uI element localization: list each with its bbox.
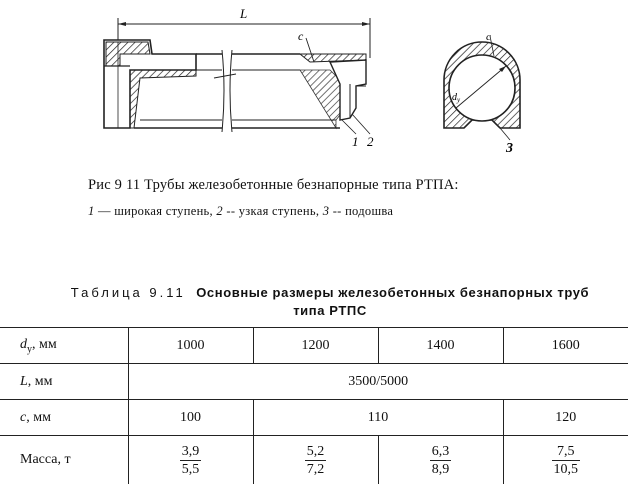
table-heading-line1: Основные размеры железобетонных безнапорных труб	[196, 285, 589, 300]
row-header-dy: $d_у$, мм	[0, 328, 128, 364]
pipe-side-view	[104, 6, 374, 149]
cell-dy-1: 1000	[128, 328, 253, 364]
row-header-l: L, мм	[0, 364, 128, 400]
callout-3: 3	[505, 141, 513, 156]
table-number: Таблица 9.11	[71, 285, 186, 300]
cell-c-3: 120	[503, 400, 628, 436]
figure-caption	[88, 176, 548, 220]
table-title	[40, 284, 620, 320]
cell-c-1: 100	[128, 400, 253, 436]
cell-dy-4: 1600	[503, 328, 628, 364]
cell-mass-2: $\frac{5,2}{7,2}$	[253, 436, 378, 484]
dimensions-table	[0, 327, 628, 484]
caption-legend: 1 — широкая ступень, 2 -- узкая ступень, 3 -- подошва	[88, 202, 548, 220]
table-row-c	[0, 400, 628, 436]
cell-mass-3: $\frac{6,3}{8,9}$	[378, 436, 503, 484]
callout-2: 2	[367, 134, 374, 149]
table-row-dy	[0, 328, 628, 364]
cell-dy-2: 1200	[253, 328, 378, 364]
cell-mass-4: $\frac{7,5}{10,5}$	[503, 436, 628, 484]
section-c-label: c	[486, 31, 491, 43]
cell-dy-3: 1400	[378, 328, 503, 364]
table-row-mass	[0, 436, 628, 484]
pipe-drawing	[0, 0, 628, 170]
dimension-c-label: c	[298, 29, 304, 43]
callout-1: 1	[352, 134, 359, 149]
table-heading-line2: типа РТПС	[293, 303, 367, 318]
row-header-mass: Масса, т	[0, 436, 128, 484]
cell-mass-1: $\frac{3,9}{5,5}$	[128, 436, 253, 484]
row-header-c: c, мм	[0, 400, 128, 436]
table-row-l	[0, 364, 628, 400]
pipe-cross-section	[444, 31, 520, 156]
caption-title: Рис 9 11 Трубы железобетонные безнапорные типа РТПА:	[88, 177, 459, 193]
cell-l: 3500/5000	[128, 364, 628, 400]
cell-c-2: 110	[253, 400, 503, 436]
dimension-l-label: L	[239, 6, 247, 21]
section-dy-label: $d_y$	[452, 92, 461, 104]
